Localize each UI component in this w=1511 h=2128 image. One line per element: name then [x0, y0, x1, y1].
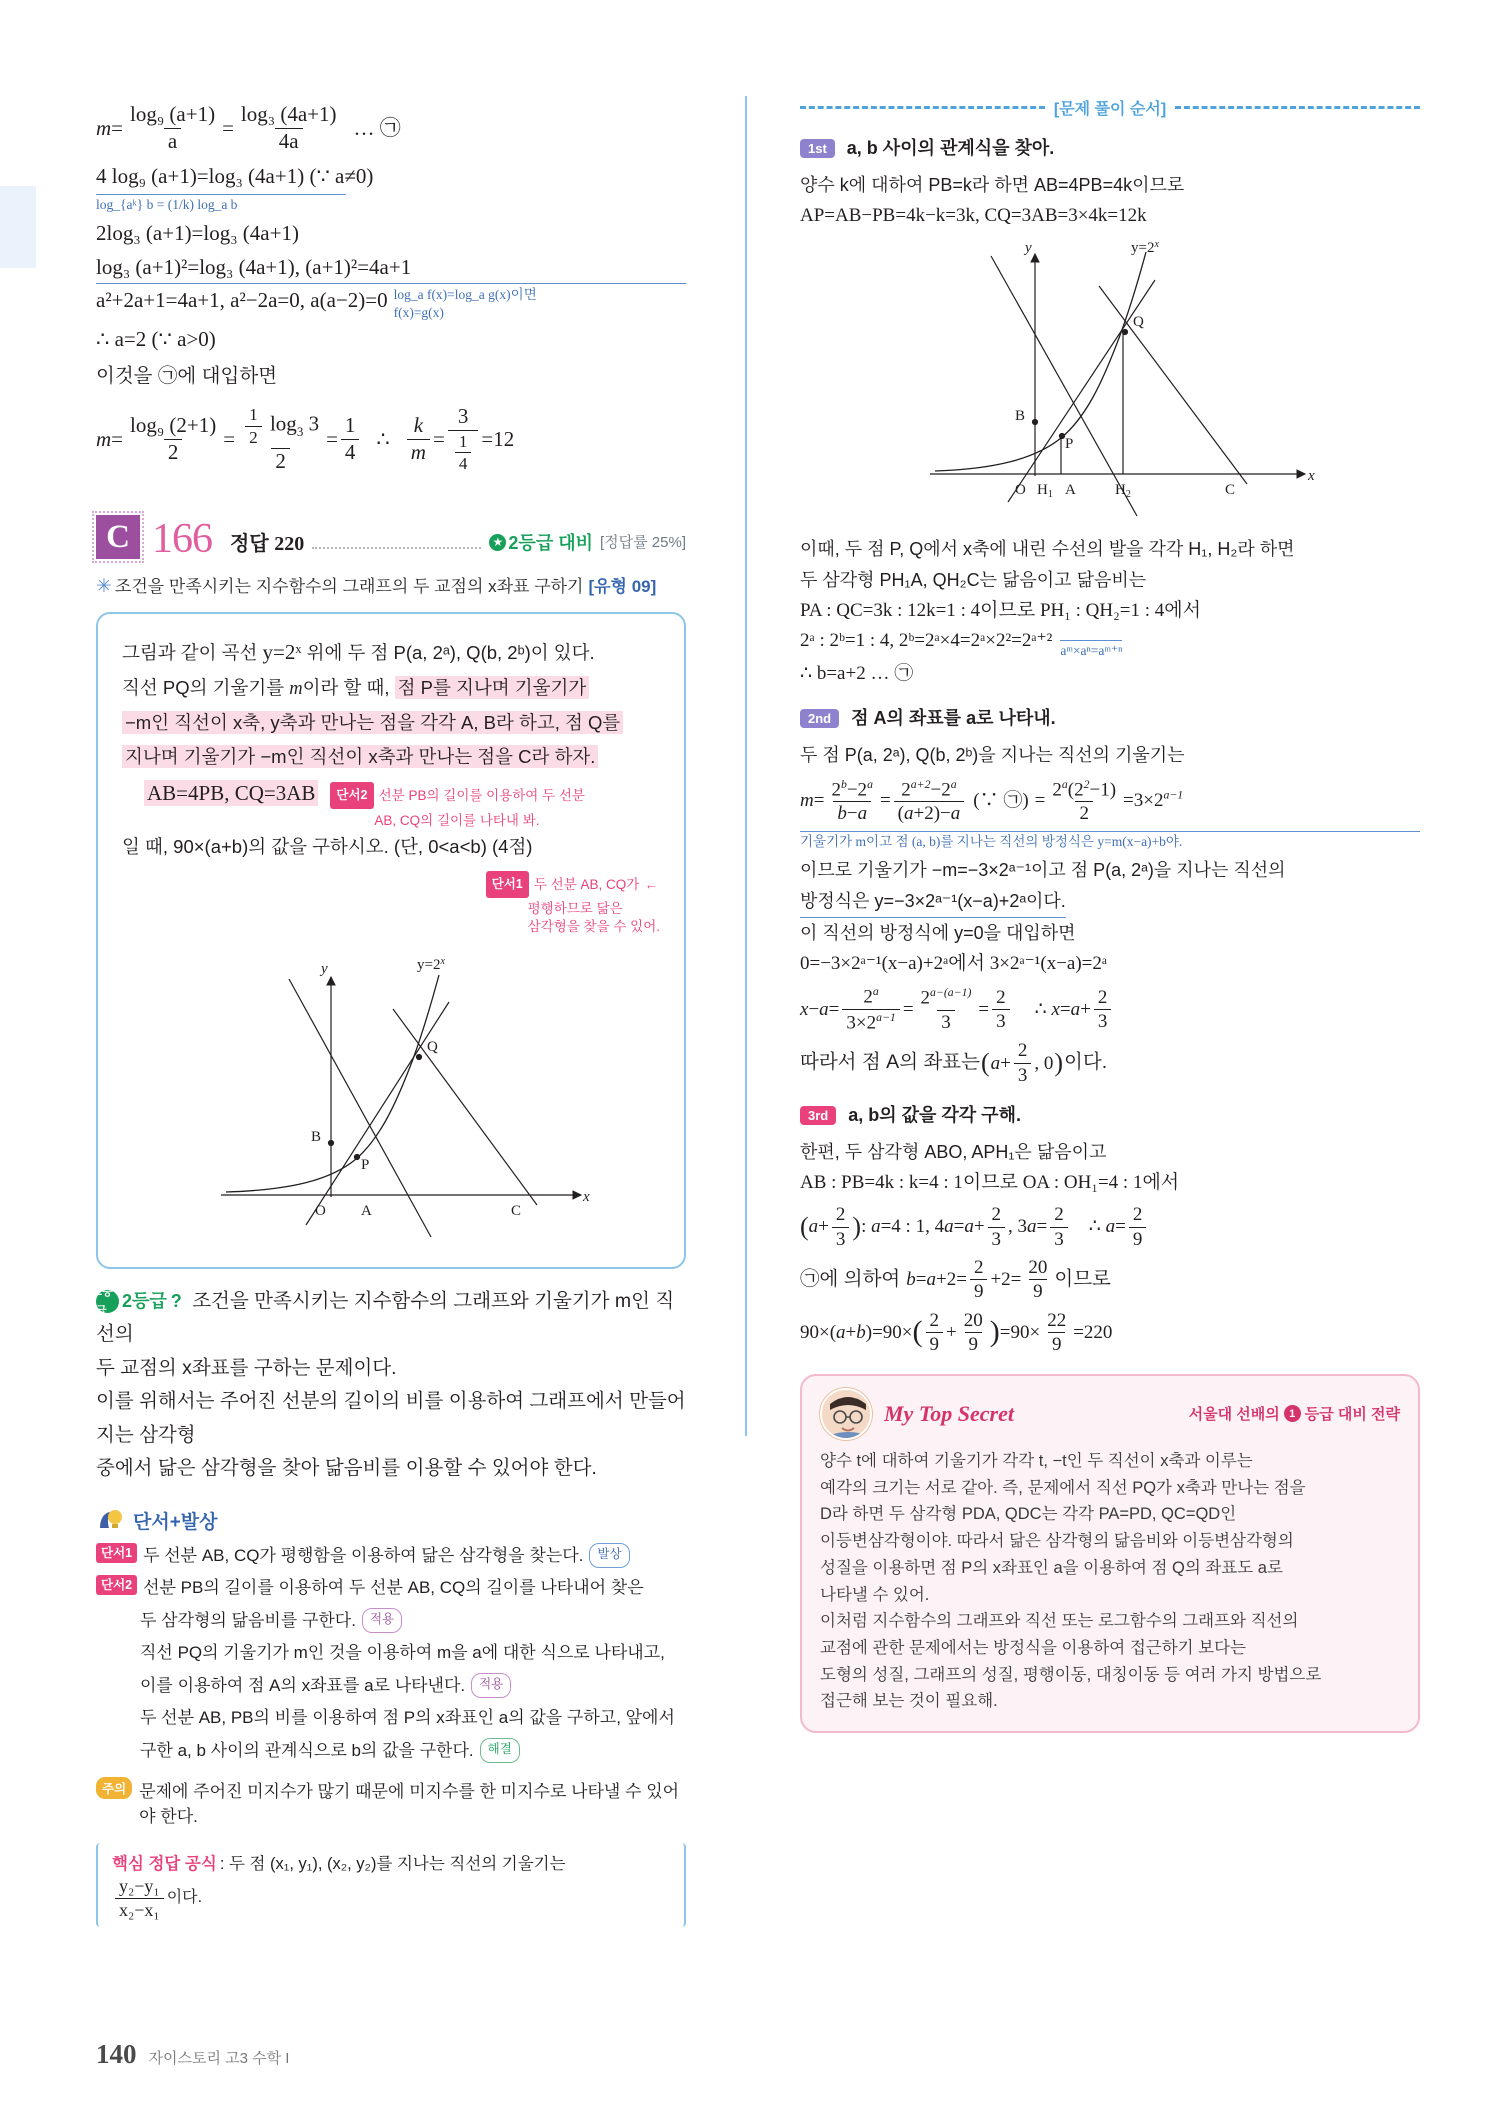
line-through-Q — [393, 1009, 537, 1205]
clue2-tag: 단서2 — [330, 782, 373, 809]
grade2-commentary — [96, 1285, 686, 1486]
slope-numerator: y₂−y₁ — [119, 1876, 160, 1897]
clue2-line2: AB, CQ의 길이를 나타내 봐. — [374, 812, 540, 828]
fraction-1 — [126, 103, 219, 153]
asterisk-icon: ✳ — [96, 576, 112, 598]
step-2-line-4: 이 직선의 방정식에 y=0을 대입하면 — [800, 922, 1076, 943]
fraction-3 — [126, 414, 220, 464]
final-frac-3: $\frac{22}{9}$ — [1047, 1309, 1067, 1356]
hint-1-tag: 단서1 — [96, 1543, 137, 1563]
step-2-description: 점 A의 좌표를 a로 나타내. — [851, 707, 1056, 728]
fraction-k-over-m: $\frac{k}{m}$ — [407, 414, 430, 464]
hint-item-3 — [96, 1608, 686, 1634]
fraction-2-denominator: 4a — [275, 128, 303, 154]
warning-row — [96, 1777, 686, 1827]
x-axis-arrow — [573, 1191, 581, 1199]
fig2-label-A: A — [1065, 482, 1076, 499]
a-plus-two-thirds: $\frac{2}{3}$ — [1014, 1040, 1032, 1086]
fraction-4-denominator: 2 — [271, 448, 290, 474]
after-figure-line-3: PA : QC=3k : 12k=1 : 4이므로 PH₁ : QH₂=1 : 4에서 — [800, 600, 1201, 622]
ratio-frac-4: $\frac{2}{9}$ — [1129, 1204, 1147, 1250]
step-3-tag: 3rd — [800, 1106, 836, 1125]
step-1-description: a, b 사이의 관계식을 찾아. — [846, 138, 1055, 158]
fig2-label-Q: Q — [1133, 314, 1144, 331]
hint-7-text: 구한 a, b 사이의 관계식으로 b의 값을 구한다. — [140, 1740, 474, 1760]
warning-tag: 주의 — [96, 1777, 132, 1799]
slope-because-ref: (∵ ㉠) — [973, 790, 1029, 812]
strategy-label-a: 서울대 선배의 — [1188, 1406, 1280, 1424]
after-figure-line-4: 2ᵃ : 2ᵇ=1 : 4, 2ᵇ=2ᵃ×4=2ᵃ×2²=2ᵃ⁺² — [800, 629, 1053, 651]
hint-1-pill: 발상 — [589, 1543, 629, 1569]
equals-c: = — [326, 427, 338, 452]
curve-label: $y=2^x$ — [417, 955, 445, 973]
hint-2-text: 선분 PB의 길이를 이용하여 두 선분 AB, CQ의 길이를 나타내어 찾은 — [143, 1578, 644, 1598]
mentor-avatar-icon — [820, 1388, 872, 1440]
key-formula-expression — [112, 1876, 670, 1919]
hint-6-text: 두 선분 AB, PB의 비를 이용하여 점 P의 x좌표인 a의 값을 구하고, 앞에서 — [140, 1708, 675, 1728]
hint-item-6 — [96, 1705, 686, 1731]
strategy-label-b: 등급 대비 전략 — [1304, 1406, 1400, 1424]
hint-3-text: 두 삼각형의 닮음비를 구한다. — [140, 1610, 356, 1630]
fig2-y-arrow — [1031, 254, 1039, 262]
point-Q-dot — [416, 1054, 421, 1059]
my-top-secret-strategy-label — [1189, 1403, 1400, 1424]
grade2-line-4: 중에서 닮은 삼각형을 찾아 닮음비를 이용할 수 있어야 한다. — [96, 1457, 597, 1480]
step-3-line-2: AB : PB=4k : k=4 : 1이므로 OA : OH₁=4 : 1에서 — [800, 1171, 1180, 1193]
ratio-frac-2: $\frac{2}{3}$ — [988, 1204, 1006, 1250]
step-3-ratio-equation: ( a+ $\frac{2}{3}$ ) : a=4 : 1, 4a=a+ $\frac{2}{3}$ , 3a= $\frac{2}{3}$ ∴ a= $\frac{2}{9}$ — [800, 1204, 1420, 1250]
step-2-tag: 2nd — [800, 709, 839, 728]
problem-figure — [181, 947, 601, 1247]
half-fraction: $\frac{1}{2}$ — [245, 405, 262, 447]
key-formula-text: : 두 점 (x₁, y₁), (x₂, y₂)를 지나는 직선의 기울기는 — [219, 1855, 566, 1874]
step-1-tag: 1st — [800, 139, 835, 158]
equation-line-6: ∴ a=2 (∵ a>0) — [96, 327, 216, 352]
equation-reference-mark: … ㉠ — [353, 115, 401, 140]
line-PQ — [306, 1002, 449, 1225]
step-2-line-2: 이므로 기울기가 −m=−3×2ᵃ⁻¹이고 점 P(a, 2ᵃ)을 지나는 직선의 — [800, 859, 1286, 880]
step-3-header — [800, 1100, 1420, 1131]
clue1-line1: 두 선분 AB, CQ가 — [533, 877, 640, 892]
step-2-conclusion: 따라서 점 A의 좌표는 ( a+ $\frac{2}{3}$ , 0 ) 이다. — [800, 1040, 1108, 1086]
equals-a: = — [111, 427, 124, 452]
equation-final-m — [96, 405, 686, 473]
grade2-badge-text: 2등급 — [122, 1291, 167, 1312]
ratio-denominator: $\frac{1}{4}$ — [448, 430, 479, 474]
fig2-y-label: y — [1025, 240, 1032, 257]
difficulty-chip: C — [96, 515, 140, 559]
page-number: 140 — [96, 2039, 137, 2069]
fig2-label-O: O — [1015, 482, 1026, 499]
grade2-line-1: 조건을 만족시키는 지수함수의 그래프와 기울기가 m인 직선의 — [96, 1289, 675, 1346]
page-bleed-mark — [0, 186, 36, 268]
var-m: m — [96, 115, 112, 140]
ratio-numerator: 3 — [457, 404, 469, 429]
after-figure-line-1: 이때, 두 점 P, Q에서 x축에 내린 수선의 발을 각각 H₁, H₂라 하면 — [800, 539, 1295, 560]
final-frac-2: $\frac{20}{9}$ — [963, 1309, 983, 1356]
mts-line-9: 도형의 성질, 그래프의 성질, 평행이동, 대칭이동 등 여러 가지 방법으로 — [820, 1665, 1322, 1684]
log-equality-annotation-line1: log_a f(x)=log_a g(x)이면 — [393, 287, 537, 303]
ratio-frac-3: $\frac{2}{3}$ — [1050, 1204, 1068, 1250]
final-frac-1: $\frac{2}{9}$ — [926, 1310, 944, 1356]
log-equality-annotation-line2: f(x)=g(x) — [393, 304, 444, 320]
problem-line-4-highlight: 지나며 기울기가 −m인 직선이 x축과 만나는 점을 C라 하자. — [122, 745, 598, 768]
point-B-dot — [328, 1140, 333, 1145]
label-A: A — [361, 1202, 372, 1219]
exponent-rule-annotation: aᵐ×aⁿ=aᵐ⁺ⁿ — [1060, 640, 1122, 660]
solution-steps-title: [문제 풀이 순서] — [1053, 101, 1167, 118]
grade2-line-3: 이를 위해서는 주어진 선분의 길이의 비를 이용하여 그래프에서 만들어지는 삼각형 — [96, 1390, 686, 1446]
dash-left — [800, 106, 1045, 109]
clue1-callout — [122, 866, 660, 937]
hint-3-pill: 적용 — [362, 1608, 402, 1634]
mts-line-2: 예각의 크기는 서로 같아. 즉, 문제에서 직선 PQ가 x축과 만나는 점을 — [820, 1478, 1306, 1497]
left-column — [96, 96, 686, 1927]
fraction-1-denominator: a — [164, 128, 181, 154]
mts-line-6: 나타낼 수 있어. — [820, 1585, 930, 1604]
problem-line-4 — [122, 740, 660, 774]
therefore-symbol: ∴ — [376, 427, 390, 452]
grade2-badge — [96, 1286, 182, 1317]
x-frac-4: $\frac{2}{3}$ — [1094, 987, 1112, 1033]
equation-line-5: a²+2a+1=4a+1, a²−2a=0, a(a−2)=0 — [96, 288, 388, 313]
fig2-line-through-Q — [1099, 286, 1247, 484]
warning-text: 문제에 주어진 미지수가 많기 때문에 미지수를 한 미지수로 나타낼 수 있어야 한다. — [139, 1782, 680, 1827]
problem-line-6: 일 때, 90×(a+b)의 값을 구하시오. (단, 0<a<b) (4점) — [122, 835, 533, 857]
step-1-header — [800, 133, 1420, 164]
mts-line-8: 교점에 관한 문제에서는 방정식을 이용하여 접근하기 보다는 — [820, 1638, 1246, 1657]
grade-badge-text: 2등급 대비 — [508, 533, 593, 554]
label-O: O — [315, 1202, 326, 1219]
substitution-instruction: 이것을 ㉠에 대입하면 — [96, 364, 278, 387]
fraction-3-denominator: 2 — [164, 439, 183, 465]
label-B: B — [311, 1128, 322, 1145]
fig2-x-label: x — [1308, 468, 1315, 485]
correct-rate: [정답률 25%] — [600, 534, 686, 552]
key-formula-box — [96, 1843, 686, 1926]
after-figure-line-2: 두 삼각형 PH₁A, QH₂C는 닮음이고 닮음비는 — [800, 570, 1147, 591]
hints-header — [96, 1506, 686, 1536]
log-base-change-annotation: log_{aᵏ} b = (1/k) log_a b — [96, 194, 346, 214]
clue2-line1: 선분 PB의 길이를 이용하여 두 선분 — [378, 788, 585, 804]
solution-figure — [875, 240, 1345, 530]
fraction-quarter: $\frac{1}{4}$ — [341, 414, 360, 464]
hint-item-4 — [96, 1640, 686, 1666]
hint-1-text: 두 선분 AB, CQ가 평행함을 이용하여 닮은 삼각형을 찾는다. — [143, 1545, 584, 1565]
problem-line-1-b: 위에 두 점 P(a, 2ᵃ), Q(b, 2ᵇ)이 있다. — [301, 642, 595, 664]
x-axis-label: x — [583, 1188, 590, 1205]
hints-title: 단서+발상 — [133, 1512, 218, 1534]
dotted-leader — [312, 547, 481, 549]
step-2-solve-x: x−a= $\frac{2^a}{3\times 2^{a-1}}$ = $\frac{2^{a-(a-1)}}{3}$ = $\frac{2}{3}$ ∴ x=a+ $\frac{2}{3}$ — [800, 985, 1420, 1033]
curve-equation: y=2ˣ — [262, 640, 302, 665]
column-divider — [745, 96, 747, 1436]
step-2-line-5: 0=−3×2ᵃ⁻¹(x−a)+2ᵃ에서 3×2ᵃ⁻¹(x−a)=2ᵃ — [800, 952, 1108, 974]
fig2-curve-label: $y=2^x$ — [1131, 240, 1159, 257]
hint-5-pill: 적용 — [471, 1673, 511, 1699]
slope-fraction — [115, 1876, 164, 1919]
problem-type-tag: [유형 09] — [588, 577, 657, 597]
clue1-line3: 삼각형을 찾을 수 있어. — [527, 919, 660, 935]
hint-4-text: 직선 PQ의 기울기가 m인 것을 이용하여 m을 a에 대한 식으로 나타내고, — [140, 1643, 665, 1663]
b-frac-2: $\frac{20}{9}$ — [1028, 1256, 1048, 1303]
hints-list — [96, 1543, 686, 1764]
ratio-frac-1: $\frac{2}{3}$ — [832, 1204, 850, 1250]
mts-line-4: 이등변삼각형이야. 따라서 닮은 삼각형의 닮음비와 이등변삼각형의 — [820, 1532, 1294, 1551]
fig2-exponential-curve — [935, 252, 1146, 471]
my-top-secret-header — [820, 1388, 1400, 1440]
hint-item-2 — [96, 1575, 686, 1601]
mts-line-3: D라 하면 두 삼각형 PDA, QDC는 각각 PA=PD, QC=QD인 — [820, 1505, 1237, 1524]
answer-value: 220 — [274, 533, 305, 556]
equation-line-2: 4 log₉ (a+1)=log₃ (4a+1) (∵ a≠0) — [96, 164, 374, 189]
hint-item-5 — [96, 1673, 686, 1699]
line-equation-annotation: 기울기가 m이고 점 (a, b)를 지나는 직선의 방정식은 y=m(x−a)+b야. — [800, 831, 1420, 851]
line-through-P — [289, 979, 431, 1237]
step-1-line-1: 양수 k에 대하여 PB=k라 하면 AB=4PB=4k이므로 — [800, 174, 1185, 195]
step-1-line-2: AP=AB−PB=4k−k=3k, CQ=3AB=3×4k=12k — [800, 204, 1147, 226]
fraction-3-over-quarter — [448, 405, 479, 473]
clue2-callout — [330, 777, 585, 829]
label-Q: Q — [427, 1038, 438, 1055]
y-axis-arrow — [327, 977, 335, 985]
equals-d: = — [432, 427, 445, 452]
grade2-question-mark: ? — [170, 1291, 182, 1312]
problem-line-2-highlight: 점 P를 지나며 기울기가 — [395, 676, 590, 699]
problem-line-3 — [122, 706, 660, 740]
problem-line-2-a: 직선 PQ의 기울기를 — [122, 676, 290, 698]
step-3-description: a, b의 값을 각각 구해. — [848, 1105, 1021, 1125]
fig2-point-B-dot — [1032, 420, 1037, 425]
mts-line-1: 양수 t에 대하여 기울기가 각각 t, −t인 두 직선이 x축과 이루는 — [820, 1451, 1253, 1470]
fig2-point-P-dot — [1059, 434, 1064, 439]
my-top-secret-body — [820, 1448, 1400, 1715]
final-answer-value: 12 — [493, 427, 515, 452]
answer-label: 정답 — [230, 533, 269, 556]
slope-frac-3: $\frac{2^a(2^2-1)}{2}$ — [1052, 777, 1117, 825]
y-axis-label: y — [321, 960, 328, 977]
step-2-line-1: 두 점 P(a, 2ᵃ), Q(b, 2ᵇ)을 지나는 직선의 기울기는 — [800, 744, 1185, 765]
problem-line-1 — [122, 636, 660, 670]
label-C: C — [511, 1202, 522, 1219]
slope-frac-1: $\frac{2^b-2^a}{b-a}$ — [831, 777, 873, 825]
equals-b: = — [223, 427, 236, 452]
problem-conditions — [144, 777, 318, 810]
fig2-label-C: C — [1225, 482, 1236, 499]
fig2-label-H1: $H_1$ — [1037, 482, 1053, 501]
problem-statement — [122, 636, 660, 936]
hint-2-tag: 단서2 — [96, 1575, 137, 1595]
step-2-line-3: 방정식은 y=−3×2ᵃ⁻¹(x−a)+2ᵃ이다. — [800, 886, 1066, 918]
x-frac-3: $\frac{2}{3}$ — [992, 987, 1010, 1033]
step-3-final-equation: 90×(a+b)=90× ( $\frac{2}{9}$ + $\frac{20}{9}$ ) =90× $\frac{22}{9}$ =220 — [800, 1309, 1113, 1356]
lightbulb-icon — [96, 1506, 126, 1536]
step-3-line-4: ㉠에 의하여 b=a+2= $\frac{2}{9}$ +2= $\frac{20}{9}$ 이므로 — [800, 1256, 1111, 1303]
page-footer — [96, 2039, 289, 2070]
equation-line-3: 2log₃ (a+1)=log₃ (4a+1) — [96, 221, 299, 246]
problem-type-text: 조건을 만족시키는 지수함수의 그래프의 두 교점의 x좌표 구하기 — [114, 577, 584, 597]
key-formula-tail: 이다. — [166, 1888, 203, 1906]
problem-number: 166 — [152, 516, 212, 563]
footer-book-title: 자이스토리 고3 수학 I — [148, 2050, 290, 2067]
fraction-2-numerator: log₃ (4a+1) — [240, 102, 337, 126]
star-icon: ★ — [489, 534, 506, 551]
hint-7-pill: 해결 — [480, 1738, 520, 1764]
problem-header — [96, 515, 686, 563]
segment-conditions: AB=4PB, CQ=3AB — [144, 780, 318, 806]
hint-5-text: 이를 이용하여 점 A의 x좌표를 a로 나타낸다. — [140, 1675, 466, 1695]
right-column — [800, 96, 1420, 1733]
my-top-secret-title: My Top Secret — [884, 1400, 1014, 1426]
mts-line-5: 성질을 이용하면 점 P의 x좌표인 a을 이용하여 점 Q의 좌표도 a로 — [820, 1558, 1283, 1577]
x-frac-1: $\frac{2^a}{3\times 2^{a-1}}$ — [842, 985, 899, 1033]
b-frac-1: $\frac{2}{9}$ — [970, 1257, 988, 1303]
problem-line-2-b: 이라 할 때, — [302, 676, 395, 698]
exponential-curve — [226, 975, 439, 1192]
fig2-line-through-P — [991, 256, 1137, 516]
hint-item-1 — [96, 1543, 686, 1569]
slope-m-symbol: m — [800, 790, 814, 812]
step-2-slope-equation: m = $\frac{2^b-2^a}{b-a}$ = $\frac{2^{a+2}-2^a}{(a+2)-a}$ (∵ ㉠) = $\frac{2^a(2^2-1)}{2}$ $=3\times 2^{a-1}$ — [800, 777, 1184, 825]
problem-card — [96, 612, 686, 1268]
strategy-badge-number: 1 — [1284, 1405, 1301, 1422]
grade2-circle-icon: 2등급 — [96, 1290, 119, 1313]
my-top-secret-box — [800, 1374, 1420, 1733]
equation-line-4: log₃ (a+1)²=log₃ (4a+1), (a+1)²=4a+1 — [96, 254, 412, 279]
problem-line-2 — [122, 671, 660, 706]
equals-sign-2: = — [222, 115, 234, 140]
step-3-line-1: 한편, 두 삼각형 ABO, APH₁은 닮음이고 — [800, 1141, 1107, 1162]
dash-right — [1175, 106, 1420, 109]
fig2-point-Q-dot — [1122, 330, 1127, 335]
fraction-4-numerator: $\frac{1}{2}$ $\log_3 3$ — [238, 405, 323, 448]
problem-type-line — [96, 572, 686, 598]
hint-item-7 — [96, 1738, 686, 1764]
clue1-tag: 단서1 — [486, 871, 529, 898]
previous-solution-work — [96, 103, 686, 473]
answer-label-group — [230, 527, 304, 559]
equation-m-definition — [96, 103, 686, 153]
problem-line-3-highlight: −m인 직선이 x축, y축과 만나는 점을 각각 A, B라 하고, 점 Q를 — [122, 711, 623, 734]
slope-denominator: x₂−x₁ — [115, 1898, 164, 1920]
x-frac-2: $\frac{2^{a-(a-1)}}{3}$ — [920, 985, 972, 1033]
mts-line-7: 이처럼 지수함수의 그래프와 직선 또는 로그함수의 그래프와 직선의 — [820, 1612, 1299, 1631]
label-P: P — [361, 1156, 370, 1173]
grade2-line-2: 두 교점의 x좌표를 구하는 문제이다. — [96, 1356, 397, 1379]
fraction-2 — [237, 103, 341, 153]
problem-line-1-a: 그림과 같이 곡선 — [122, 642, 263, 664]
slope-var-m: m — [289, 678, 303, 699]
fig2-label-B: B — [1015, 408, 1026, 425]
equals-e: = — [481, 427, 494, 452]
equals-sign: = — [111, 115, 124, 140]
slope-frac-2: $\frac{2^{a+2}-2^a}{(a+2)-a}$ — [894, 778, 965, 825]
key-formula-title: 핵심 정답 공식 — [112, 1855, 217, 1874]
fig2-label-H2: $H_2$ — [1115, 482, 1131, 501]
mts-line-10: 접근해 보는 것이 필요해. — [820, 1692, 998, 1711]
fraction-4 — [238, 405, 323, 473]
clue1-arrow-icon: ← — [644, 877, 658, 892]
grade-badge — [489, 529, 686, 559]
step-2-header — [800, 703, 1420, 734]
after-figure-line-5: ∴ b=a+2 … ㉠ — [800, 663, 914, 685]
fig2-x-arrow — [1297, 470, 1305, 478]
clue1-line2: 평행하므로 닮은 — [527, 901, 623, 917]
fraction-3-numerator: log₉ (2+1) — [130, 413, 217, 438]
point-P-dot — [354, 1154, 359, 1159]
fig2-label-P: P — [1065, 436, 1074, 453]
var-m-final: m — [96, 427, 112, 452]
fraction-1-numerator: log₉ (a+1) — [130, 102, 216, 126]
solution-steps-header — [800, 96, 1420, 119]
